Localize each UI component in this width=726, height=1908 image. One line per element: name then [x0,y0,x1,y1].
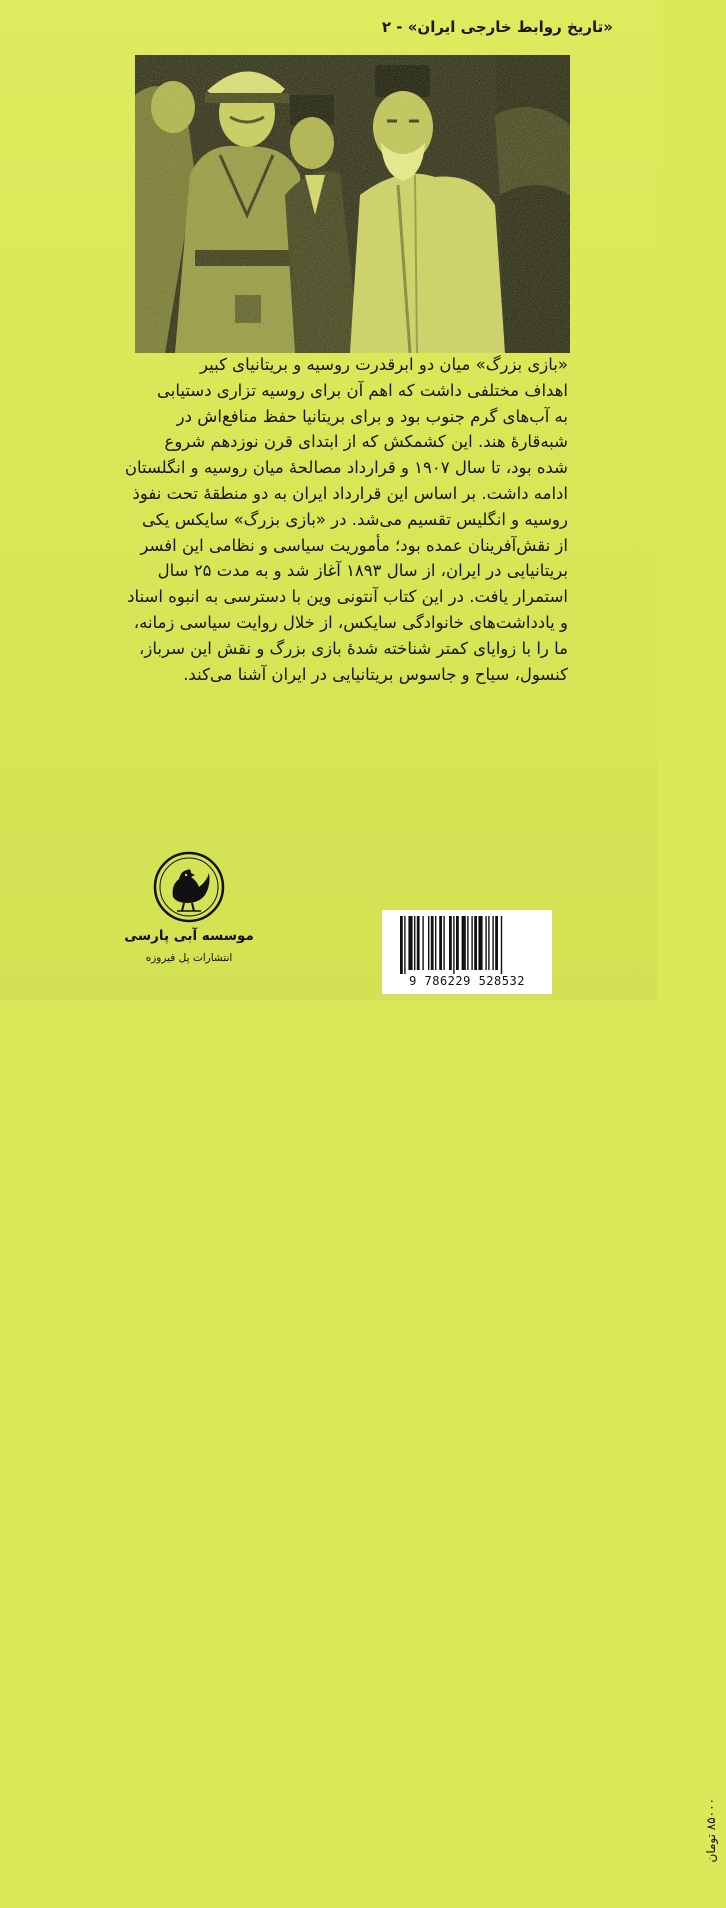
barcode [382,910,552,994]
barcode-bar [404,916,405,974]
description-line: شبه‌قارهٔ هند. این کشمکش که از ابتدای قرن نوزدهم شروع [164,432,568,452]
barcode-bar [453,916,454,974]
description-line: و یادداشت‌های خانوادگی سایکس، از خلال روایت سیاسی زمانه، [133,612,568,632]
barcode-bars [398,916,536,974]
barcode-bar [474,916,477,970]
barcode-bar [471,916,472,970]
rooster-seal-icon [153,851,225,923]
barcode-bar [435,916,436,970]
barcode-bar [422,916,423,970]
barcode-bar [478,916,482,970]
description-line: بریتانیایی در ایران، از سال ۱۸۹۳ آغاز شد و به مدت ۲۵ سال [157,561,568,581]
description-line: ما را با زوایای کمتر شناخته شدهٔ بازی بزرگ و نقش این سرباز، [139,638,568,658]
barcode-bar [439,916,442,970]
barcode-bar [443,916,444,970]
isbn-number: 9 786229 528532 [409,974,525,988]
barcode-bar [467,916,468,970]
book-description [88,352,568,687]
barcode-bar [428,916,429,970]
publisher-imprint: انتشارات پل فیروزه [145,952,233,964]
series-title: «تاریخ روابط خارجی ایران» - ۲ [381,18,613,36]
barcode-bar [488,916,489,970]
barcode-bar [501,916,502,974]
description-line: کنسول، سیاح و جاسوس بریتانیایی در ایران آشنا می‌کند. [183,664,568,684]
barcode-bar [414,916,415,970]
description-line: به آب‌های گرم جنوب بود و برای بریتانیا حفظ منافع‌اش در [176,406,568,426]
barcode-bar [431,916,434,970]
description-line: روسیه و انگلیس تقسیم می‌شد. در «بازی بزرگ» سایکس یکی [142,509,568,529]
barcode-bar [449,916,452,970]
publisher-name: موسسه آبی پارسی [124,928,254,944]
photo-illustration [135,55,570,353]
description-line: از نقش‌آفرینان عمده بود؛ مأموریت سیاسی و نظامی این افسر [140,535,568,555]
historical-photo [135,55,570,353]
barcode-bar [408,916,412,970]
description-line: ادامه داشت. بر اساس این قرارداد ایران به دو منطقهٔ تحت نفوذ [132,483,568,503]
price-label: ۸۵۰۰۰ تومان [704,1798,718,1863]
description-line: شده بود، تا سال ۱۹۰۷ و قرارداد مصالحهٔ میان روسیه و انگلستان [124,458,568,478]
barcode-bar [417,916,420,970]
barcode-bar [400,916,403,974]
barcode-bar [485,916,486,970]
barcode-bar [456,916,459,970]
description-line: «بازی بزرگ» میان دو ابرقدرت روسیه و بریتانیای کبیر [200,355,568,374]
description-line: اهداف مختلفی داشت که اهم آن برای روسیه تزاری دستیابی [157,380,568,400]
barcode-bar [492,916,493,970]
barcode-bar [462,916,466,970]
barcode-bar [495,916,498,970]
description-line: استمرار یافت. در این کتاب آنتونی وین با دسترسی به انبوه اسناد [127,587,568,607]
